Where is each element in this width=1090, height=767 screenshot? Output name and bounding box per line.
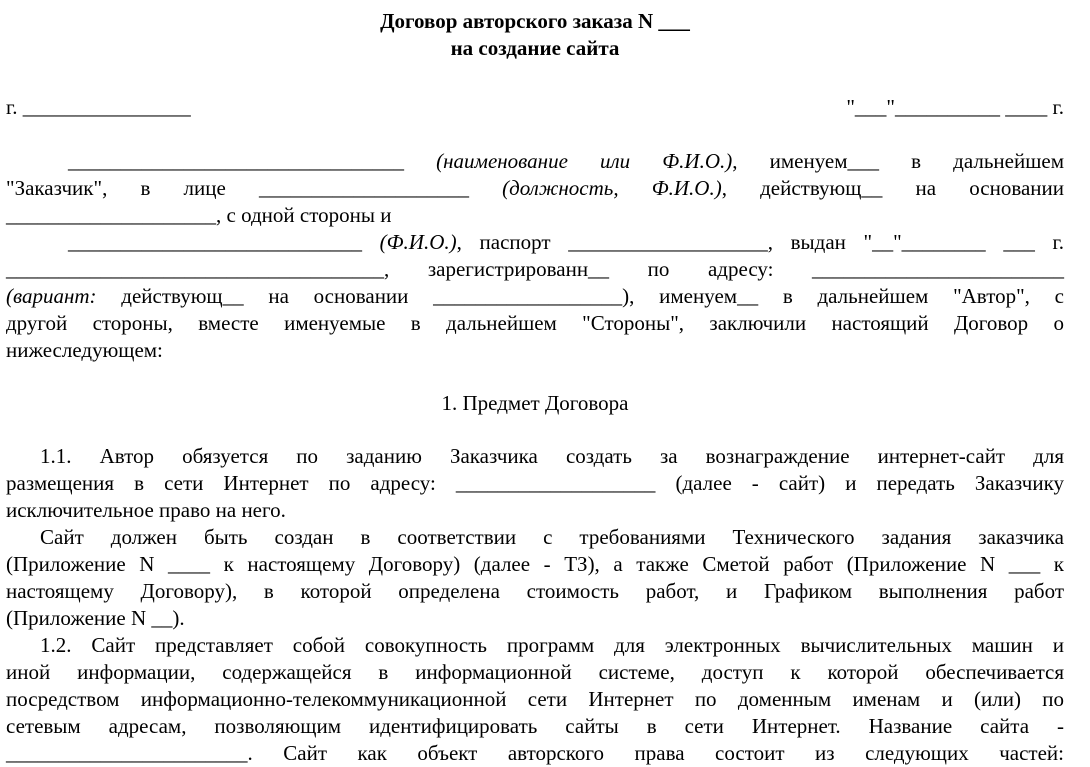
document-title-line2: на создание сайта	[450, 36, 620, 60]
text-segment: другой стороны, вместе именуемые в дальнейшем "Стороны", заключили настоящий Договор о	[6, 311, 1064, 335]
text-segment: настоящему Договору), в которой определена стоимость работ, и Графиком выполнения работ	[6, 579, 1064, 603]
text-segment: , паспорт ___________________, выдан "__"________ ___ г.	[456, 230, 1064, 254]
preamble-author-line-2	[6, 256, 1064, 283]
text-segment: ________________________________	[68, 149, 437, 173]
text-segment: (Приложение N ____ к настоящему Договору) (далее - ТЗ), а также Сметой работ (Приложение N ___ к	[6, 552, 1064, 576]
italic-hint-text: (вариант:	[6, 284, 97, 308]
text-segment: действующ__ на основании __________________), именуем__ в дальнейшем "Автор", с	[96, 284, 1064, 308]
text-segment: Сайт должен быть создан в соответствии с требованиями Технического задания заказчика	[40, 525, 1064, 549]
text-segment: , именуем___ в дальнейшем	[732, 149, 1065, 173]
text-segment: _______________________. Сайт как объект авторского права состоит из следующих частей:	[6, 741, 1064, 765]
clause-1-2-line-1	[6, 632, 1064, 659]
preamble-customer-line-2	[6, 175, 1064, 202]
preamble-customer-line-1	[6, 148, 1064, 175]
preamble-customer	[6, 148, 1064, 229]
italic-hint-text: (наименование или Ф.И.О.)	[436, 149, 733, 173]
italic-hint-text: (Ф.И.О.)	[379, 230, 457, 254]
text-segment: (Приложение N __).	[6, 606, 185, 630]
clause-1-1-line-1	[6, 443, 1064, 470]
text-segment: 1.2. Сайт представляет собой совокупность программ для электронных вычислительных машин и	[40, 633, 1064, 657]
document-title	[6, 8, 1064, 62]
place-date-line	[6, 94, 1064, 121]
section-1-heading: 1. Предмет Договора	[441, 391, 629, 415]
text-segment: "Заказчик", в лице ____________________	[6, 176, 503, 200]
clause-1-1-requirements-line-1	[6, 524, 1064, 551]
clause-1-1-line-2	[6, 470, 1064, 497]
text-segment: посредством информационно-телекоммуникационной сети Интернет по доменным именам и (или) по	[6, 687, 1064, 711]
preamble-author	[6, 229, 1064, 364]
clause-1-2-line-2	[6, 659, 1064, 686]
preamble-author-line-4	[6, 310, 1064, 337]
text-segment: иной информации, содержащейся в информационной системе, доступ к которой обеспечивается	[6, 660, 1064, 684]
preamble-customer-line-3	[6, 202, 1064, 229]
text-segment: ____________________________	[68, 230, 380, 254]
text-segment: 1.1. Автор обязуется по заданию Заказчика создать за вознаграждение интернет-сайт для	[40, 444, 1064, 468]
preamble-author-line-1	[6, 229, 1064, 256]
clause-1-1-line-3	[6, 497, 1064, 524]
preamble-author-line-3	[6, 283, 1064, 310]
date-field: "___"__________ ____ г.	[846, 95, 1064, 119]
clause-1-1-requirements-line-2	[6, 551, 1064, 578]
place-field: г. ________________	[6, 95, 191, 119]
clause-1-2	[6, 632, 1064, 767]
text-segment: ____________________, с одной стороны и	[6, 203, 392, 227]
text-segment: , действующ__ на основании	[721, 176, 1064, 200]
text-segment: размещения в сети Интернет по адресу: ___________________ (далее - сайт) и передать Заказчику	[6, 471, 1064, 495]
text-segment: сетевым адресам, позволяющим идентифицировать сайты в сети Интернет. Название сайта -	[6, 714, 1064, 738]
clause-1-1-requirements-line-4	[6, 605, 1064, 632]
italic-hint-text: (должность, Ф.И.О.)	[502, 176, 722, 200]
text-segment: нижеследующем:	[6, 338, 163, 362]
clause-1-1	[6, 443, 1064, 524]
text-segment: ____________________________________, зарегистрированн__ по адресу: ________________________	[6, 257, 1064, 281]
contract-body	[6, 148, 1064, 767]
document-title-line1: Договор авторского заказа N ___	[380, 9, 690, 33]
clause-1-1-requirements	[6, 524, 1064, 632]
text-segment: исключительное право на него.	[6, 498, 286, 522]
clause-1-2-line-5	[6, 740, 1064, 767]
preamble-author-line-5	[6, 337, 1064, 364]
clause-1-2-line-3	[6, 686, 1064, 713]
clause-1-1-requirements-line-3	[6, 578, 1064, 605]
clause-1-2-line-4	[6, 713, 1064, 740]
